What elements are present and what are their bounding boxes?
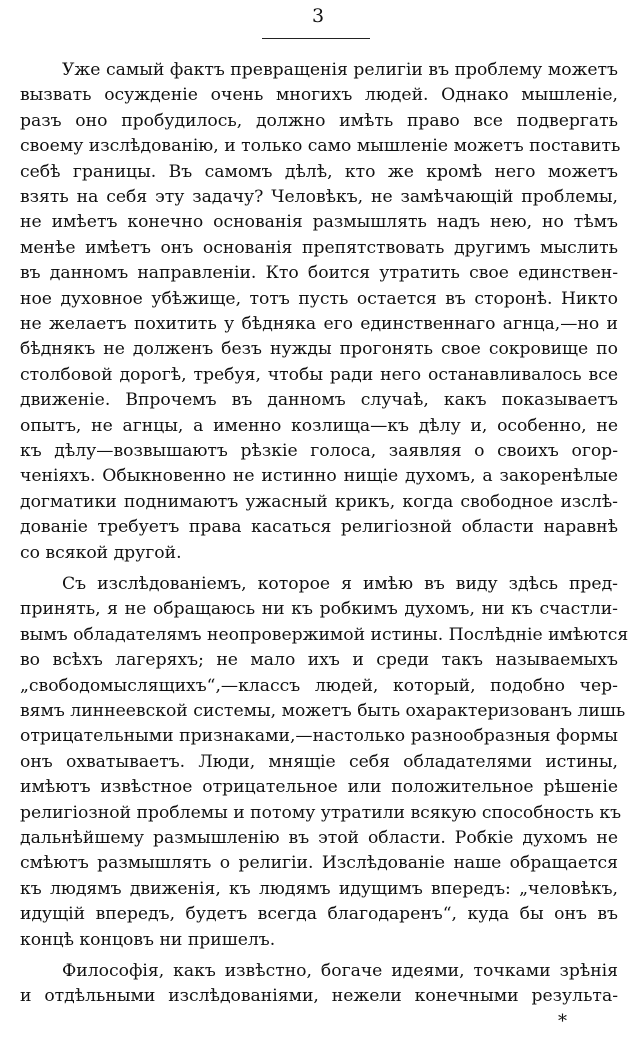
text-line: религіозной проблемы и потому утратили всякую способность къ (20, 802, 622, 823)
text-line: ное духовное убѣжище, тотъ пусть остается въ сторонѣ. Никто (20, 288, 618, 309)
text-line: взять на себя эту задачу? Человѣкъ, не замѣчающій проблемы, (20, 187, 618, 207)
text-line: со всякой другой. (20, 542, 182, 563)
text-line: идущій впередъ, будетъ всегда благодаренъ“, куда бы онъ въ (20, 904, 618, 925)
page-number: 3 (311, 5, 325, 27)
text-line: догматики поднимаютъ ужасный крикъ, когда свободное изслѣ- (20, 491, 618, 512)
text-line: концѣ концовъ ни пришелъ. (20, 929, 276, 950)
text-line: вызвать осужденіе очень многихъ людей. Однако мышленіе, (20, 85, 618, 106)
text-line: вямъ линнеевской системы, можетъ быть охарактеризованъ лишь (20, 701, 626, 721)
text-line: и отдѣльными изслѣдованіями, нежели конечными результа- (20, 986, 618, 1007)
text-line: Философія, какъ извѣстно, богаче идеями, точками зрѣнія (62, 961, 618, 981)
text-line: къ людямъ движенія, къ людямъ идущимъ впередъ: „человѣкъ, (20, 878, 618, 899)
text-line: разъ оно пробудилось, должно имѣть право все подвергать (20, 110, 618, 131)
text-line: бѣднякъ не долженъ безъ нужды прогонять свое сокровище по (20, 339, 618, 360)
text-line: смѣютъ размышлять о религіи. Изслѣдованіе наше обращается (20, 853, 618, 874)
footnote-mark: * (558, 1010, 567, 1032)
text-line: онъ охватываетъ. Люди, мнящіе себя обладателями истины, (20, 751, 618, 772)
text-line: столбовой дорогѣ, требуя, чтобы ради него останавливалось все (20, 364, 618, 385)
text-line: движеніе. Впрочемъ въ данномъ случаѣ, какъ показываетъ (20, 390, 618, 411)
text-line: Уже самый фактъ превращенія религіи въ проблему можетъ (62, 60, 618, 80)
text-line: отрицательными признаками,—настолько разнообразныя формы (20, 726, 618, 747)
header-rule (262, 38, 370, 39)
text-line: во всѣхъ лагеряхъ; не мало ихъ и среди такъ называемыхъ (20, 650, 618, 671)
text-line: дальнѣйшему размышленію въ этой области. Робкіе духомъ не (20, 828, 618, 848)
text-line: своему изслѣдованію, и только само мышленіе можетъ поставить (20, 136, 621, 157)
text-line: себѣ границы. Въ самомъ дѣлѣ, кто же кромѣ него можетъ (20, 161, 618, 182)
text-line: менѣе имѣетъ онъ основанія препятствовать другимъ мыслить (20, 237, 618, 258)
text-line: „свободомыслящихъ“,—классъ людей, который, подобно чер- (20, 675, 618, 696)
text-line: ченіяхъ. Обыкновенно не истинно нищіе духомъ, а закоренѣлые (20, 466, 618, 487)
text-line: не желаетъ похитить у бѣдняка его единственнаго агнца,—но и (20, 314, 618, 334)
text-line: принять, я не обращаюсь ни къ робкимъ духомъ, ни къ счастли- (20, 599, 618, 620)
text-line: вымъ обладателямъ неопровержимой истины. Послѣдніе имѣются (20, 624, 629, 645)
text-line: имѣютъ извѣстное отрицательное или положительное рѣшеніе (20, 777, 618, 798)
text-line: не имѣетъ конечно основанія размышлять надъ нею, но тѣмъ (20, 212, 618, 233)
text-line: опытъ, не агнцы, а именно козлища—къ дѣлу и, особенно, не (20, 415, 618, 436)
text-line: къ дѣлу—возвышаютъ рѣзкіе голоса, заявляя о своихъ огор- (20, 441, 618, 461)
text-line: Съ изслѣдованіемъ, которое я имѣю въ виду здѣсь пред- (62, 574, 618, 594)
text-line: въ данномъ направленіи. Кто боится утратить свое единствен- (20, 263, 618, 284)
text-line: дованіе требуетъ права касаться религіозной области наравнѣ (20, 517, 618, 538)
